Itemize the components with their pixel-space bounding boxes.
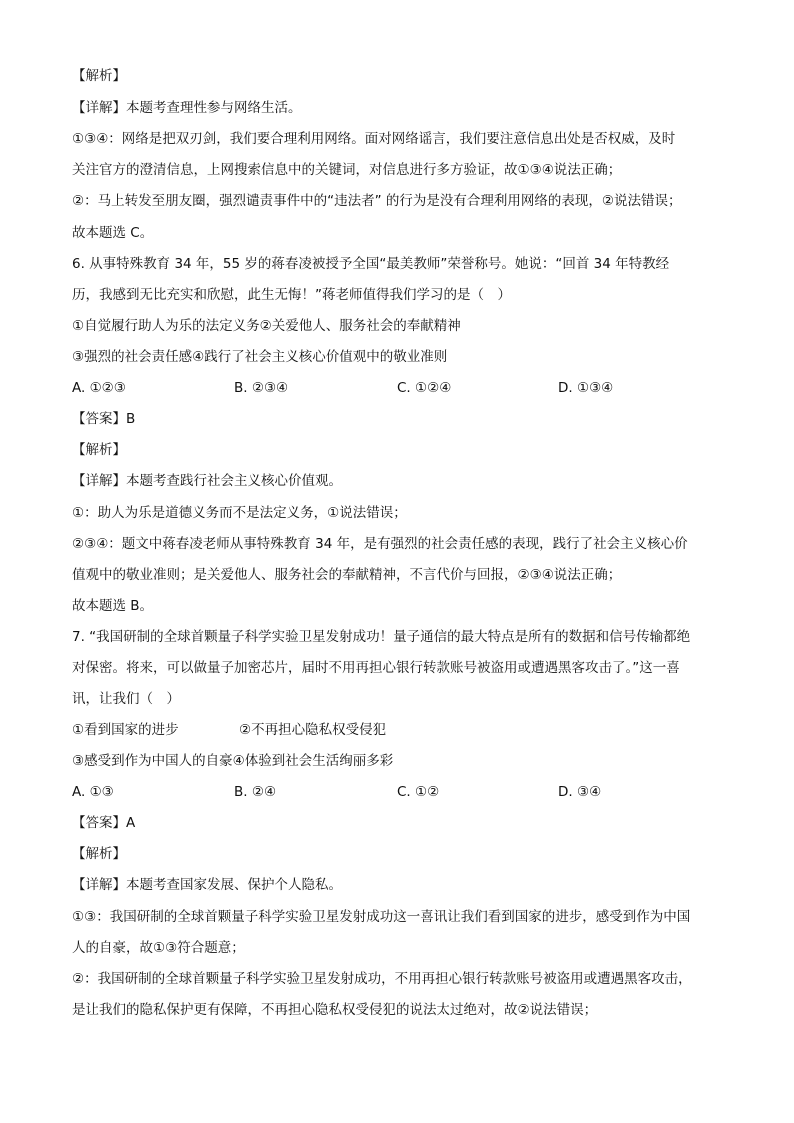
analysis-line: 人的自豪，故①③符合题意； (72, 940, 245, 956)
option-a: A. ①②③ (72, 380, 126, 396)
conclusion-line: 故本题选 B。 (72, 598, 154, 614)
option-b: B. ②③④ (234, 380, 289, 396)
conclusion-line: 故本题选 C。 (72, 225, 154, 241)
analysis-line: ①③：我国研制的全球首颗量子科学实验卫星发射成功这一喜讯让我们看到国家的进步，感受到作为中国 (72, 909, 691, 925)
analysis-line: ②③④：题文中蒋春凌老师从事特殊教育 34 年，是有强烈的社会责任感的表现，践行了社会主义核心价 (72, 536, 688, 552)
question-7-choice: ②不再担心隐私权受侵犯 (239, 722, 387, 738)
option-b: B. ②④ (234, 784, 277, 800)
analysis-line: ②：我国研制的全球首颗量子科学实验卫星发射成功，不用再担心银行转款账号被盗用或遭遇黑客攻击， (72, 971, 692, 987)
analysis-line: ①③④：网络是把双刃剑，我们要合理利用网络。面对网络谣言，我们要注意信息出处是否权威，及时 (72, 131, 676, 147)
detail-line: 【详解】本题考查国家发展、保护个人隐私。 (72, 877, 342, 893)
detail-line: 【详解】本题考查践行社会主义核心价值观。 (72, 473, 342, 489)
option-d: D. ③④ (558, 784, 602, 800)
analysis-line: 是让我们的隐私保护更有保障，不再担心隐私权受侵犯的说法太过绝对，故②说法错误； (72, 1002, 598, 1018)
analysis-line: 值观中的敬业准则；是关爱他人、服务社会的奉献精神，不言代价与回报，②③④说法正确； (72, 567, 622, 583)
option-d: D. ①③④ (558, 380, 614, 396)
question-6-choices: ①自觉履行助人为乐的法定义务②关爱他人、服务社会的奉献精神 (72, 318, 461, 334)
question-6-stem: 历，我感到无比充实和欣慰，此生无悔！”蒋老师值得我们学习的是（ ） (72, 287, 511, 303)
option-c: C. ①② (397, 784, 440, 800)
answer-line: 【答案】A (72, 815, 136, 831)
question-7-stem: 7. “我国研制的全球首颗量子科学实验卫星发射成功！量子通信的最大特点是所有的数据和信号传输都绝 (72, 629, 691, 645)
question-6-choices: ③强烈的社会责任感④践行了社会主义核心价值观中的敬业准则 (72, 349, 448, 365)
analysis-label: 【解析】 (72, 442, 126, 458)
analysis-label: 【解析】 (72, 68, 126, 84)
question-7-choice: ①看到国家的进步 (72, 722, 179, 738)
analysis-line: ①：助人为乐是道德义务而不是法定义务，①说法错误； (72, 505, 407, 521)
question-6-stem: 6. 从事特殊教育 34 年，55 岁的蒋春凌被授予全国“最美教师”荣誉称号。她说：“回首 34 年特教经 (72, 256, 670, 272)
detail-line: 【详解】本题考查理性参与网络生活。 (72, 100, 302, 116)
option-c: C. ①②④ (397, 380, 452, 396)
analysis-label: 【解析】 (72, 846, 126, 862)
analysis-line: 关注官方的澄清信息，上网搜索信息中的关键词，对信息进行多方验证，故①③④说法正确； (72, 162, 622, 178)
question-7-stem: 讯，让我们（ ） (72, 691, 180, 707)
question-7-choices: ③感受到作为中国人的自豪④体验到社会生活绚丽多彩 (72, 753, 394, 769)
option-a: A. ①③ (72, 784, 114, 800)
analysis-line: ②：马上转发至朋友圈，强烈谴责事件中的“违法者” 的行为是没有合理利用网络的表现，②说法错误； (72, 193, 682, 209)
answer-line: 【答案】B (72, 411, 136, 427)
question-7-stem: 对保密。将来，可以做量子加密芯片，届时不用再担心银行转款账号被盗用或遭遇黑客攻击了。”这一喜 (72, 660, 680, 676)
